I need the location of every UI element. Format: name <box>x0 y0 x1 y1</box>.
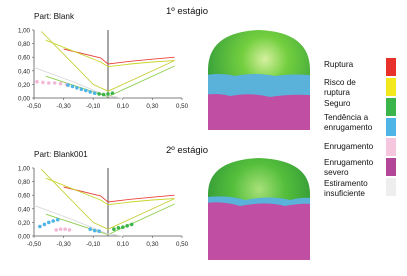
x-tick-label: -0,10 <box>86 241 101 248</box>
x-tick-label: 0,10 <box>116 241 129 248</box>
chart-title: Part: Blank001 <box>34 150 88 159</box>
flc-plot-1 <box>0 0 210 138</box>
flc-chart-1 <box>0 0 210 138</box>
strain-point <box>75 86 79 90</box>
y-tick-label: 0,40 <box>17 206 30 214</box>
strain-point <box>111 91 115 95</box>
strain-point <box>68 228 72 232</box>
x-tick-label: 0,50 <box>175 103 189 110</box>
strain-point <box>43 223 47 227</box>
legend-swatch-seguro <box>386 98 396 116</box>
series-line-3 <box>46 66 175 97</box>
legend-swatch-enrugamento <box>386 138 396 156</box>
strain-point <box>56 218 60 222</box>
x-tick-label: -0,30 <box>56 103 71 110</box>
legend-label-risco-de-ruptura: Risco de ruptura <box>324 78 356 97</box>
x-tick-label: -0,50 <box>26 103 42 110</box>
x-tick-label: -0,50 <box>26 241 42 248</box>
strain-point <box>59 227 63 231</box>
strain-point <box>93 91 97 95</box>
strain-point <box>102 93 106 97</box>
legend <box>324 58 406 208</box>
legend-label-enrugamento: Enrugamento <box>324 142 374 151</box>
strain-point <box>63 227 67 231</box>
strain-point <box>106 92 110 96</box>
series-line-2 <box>46 40 175 66</box>
legend-label-ruptura: Ruptura <box>324 60 354 69</box>
strain-point <box>125 224 129 228</box>
y-tick-label: 1,00 <box>17 165 30 173</box>
chart-title: Part: Blank <box>34 12 75 21</box>
strain-point <box>53 81 57 85</box>
x-tick-label: 0,30 <box>146 103 159 110</box>
strain-point <box>117 226 121 230</box>
strain-point <box>97 229 101 233</box>
legend-swatch-enrugamento-severo <box>386 158 396 176</box>
strain-point <box>88 227 92 231</box>
flc-chart-2 <box>0 138 210 276</box>
strain-point <box>51 219 55 223</box>
dome-shape-2 <box>200 148 318 266</box>
x-tick-label: 0,50 <box>175 241 189 248</box>
series-line-2 <box>46 178 175 205</box>
series-line-4 <box>34 205 123 236</box>
y-tick-label: 0,20 <box>17 81 30 89</box>
strain-point <box>47 221 51 225</box>
y-tick-label: 0,60 <box>17 54 30 62</box>
legend-label-estiramento-insuficiente: Estiramento insuficiente <box>324 179 368 198</box>
y-tick-label: 0,00 <box>17 95 30 103</box>
strain-point <box>97 92 101 96</box>
x-tick-label: 0,30 <box>146 241 159 248</box>
y-tick-label: 0,80 <box>17 179 30 187</box>
strain-point <box>88 90 92 94</box>
legend-swatch-tendencia-enrugamento <box>386 118 396 136</box>
x-tick-label: -0,30 <box>56 241 71 248</box>
legend-label-enrugamento-severo: Enrugamento severo <box>324 158 374 177</box>
y-tick-label: 0,00 <box>17 233 30 241</box>
strain-point <box>112 227 116 231</box>
dome-shape-1 <box>200 18 318 136</box>
strain-point <box>80 87 84 91</box>
legend-label-tendencia-enrugamento: Tendência a enrugamento <box>324 113 373 132</box>
stage-title-1: 1º estágio <box>166 6 209 17</box>
legend-swatch-risco-de-ruptura <box>386 78 396 96</box>
strain-point <box>59 82 63 86</box>
strain-point <box>41 81 45 85</box>
x-tick-label: 0,10 <box>116 103 129 110</box>
part-render-1 <box>200 18 318 136</box>
strain-point <box>130 223 134 227</box>
strain-point <box>38 225 42 229</box>
legend-swatch-ruptura <box>386 58 396 76</box>
y-tick-label: 0,20 <box>17 219 30 227</box>
strain-point <box>54 228 58 232</box>
stage-title-2: 2º estágio <box>166 145 209 156</box>
strain-point <box>93 229 97 233</box>
legend-label-seguro: Seguro <box>324 99 351 108</box>
strain-point <box>66 83 70 87</box>
part-render-2 <box>200 148 318 266</box>
y-tick-label: 0,80 <box>17 41 30 49</box>
flc-plot-2 <box>0 138 210 276</box>
legend-swatch-estiramento-insuficiente <box>386 178 396 196</box>
y-tick-label: 0,60 <box>17 192 30 200</box>
strain-point <box>47 81 51 85</box>
strain-point <box>121 225 125 229</box>
strain-point <box>71 85 75 89</box>
x-tick-label: -0,10 <box>86 103 101 110</box>
y-tick-label: 1,00 <box>17 27 30 35</box>
strain-point <box>84 89 88 93</box>
strain-point <box>35 80 39 84</box>
y-tick-label: 0,40 <box>17 68 30 76</box>
